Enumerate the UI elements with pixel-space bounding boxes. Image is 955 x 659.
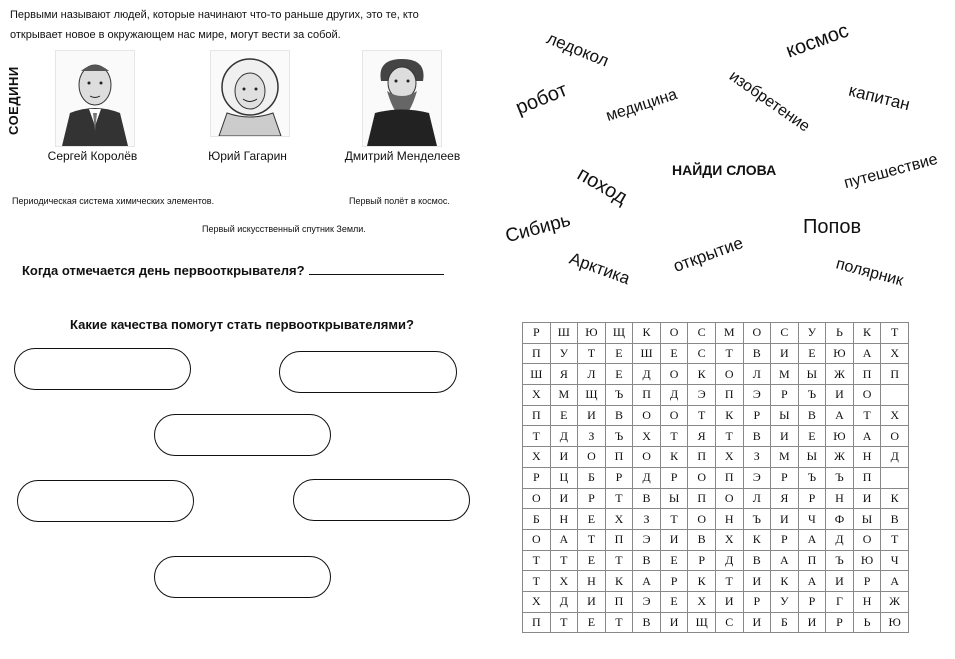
grid-cell[interactable]: А <box>853 343 881 364</box>
grid-cell[interactable]: Х <box>523 447 551 468</box>
grid-cell[interactable]: Э <box>743 467 771 488</box>
grid-row <box>523 405 909 426</box>
grid-cell[interactable]: О <box>660 364 688 385</box>
astronaut-icon <box>211 51 289 136</box>
grid-cell[interactable]: Щ <box>605 323 633 344</box>
grid-cell[interactable]: А <box>550 529 578 550</box>
grid-cell[interactable]: Е <box>798 343 826 364</box>
answer-pill-4[interactable] <box>17 480 194 522</box>
grid-cell[interactable]: Т <box>523 426 551 447</box>
answer-pill-2[interactable] <box>279 351 457 393</box>
grid-cell[interactable]: Т <box>660 426 688 447</box>
find-words-title: НАЙДИ СЛОВА <box>672 162 777 178</box>
grid-cell[interactable]: Т <box>715 426 743 447</box>
grid-cell[interactable]: Ю <box>826 343 854 364</box>
grid-cell[interactable]: Р <box>688 550 716 571</box>
grid-cell[interactable]: Н <box>853 591 881 612</box>
grid-cell[interactable]: Ы <box>798 447 826 468</box>
grid-cell[interactable]: Р <box>578 488 606 509</box>
grid-cell[interactable]: В <box>633 488 661 509</box>
grid-cell[interactable]: Е <box>660 591 688 612</box>
grid-cell[interactable]: П <box>715 467 743 488</box>
grid-cell[interactable]: Е <box>578 612 606 633</box>
grid-cell[interactable]: Т <box>660 509 688 530</box>
grid-cell[interactable]: В <box>798 405 826 426</box>
grid-cell[interactable]: В <box>743 343 771 364</box>
grid-cell[interactable]: Т <box>605 550 633 571</box>
question-qualities: Какие качества помогут стать первооткрывателями? <box>70 317 414 332</box>
grid-cell[interactable]: Х <box>881 405 909 426</box>
grid-cell[interactable]: Е <box>798 426 826 447</box>
grid-cell[interactable]: Т <box>881 323 909 344</box>
grid-cell[interactable]: Е <box>660 550 688 571</box>
grid-cell[interactable]: А <box>798 571 826 592</box>
answer-pill-6[interactable] <box>154 556 331 598</box>
grid-cell[interactable]: П <box>853 364 881 385</box>
grid-cell[interactable]: Т <box>605 488 633 509</box>
answer-pill-5[interactable] <box>293 479 470 521</box>
grid-cell[interactable]: Х <box>523 385 551 406</box>
grid-cell[interactable]: Х <box>715 529 743 550</box>
grid-cell[interactable]: Х <box>605 509 633 530</box>
grid-cell[interactable]: О <box>881 426 909 447</box>
grid-cell[interactable]: У <box>798 323 826 344</box>
grid-cell[interactable]: П <box>523 405 551 426</box>
grid-cell[interactable]: Р <box>743 405 771 426</box>
grid-cell[interactable]: Т <box>523 550 551 571</box>
grid-cell[interactable]: Р <box>660 571 688 592</box>
grid-cell[interactable]: Е <box>605 343 633 364</box>
grid-cell[interactable]: Ю <box>853 550 881 571</box>
grid-cell[interactable]: В <box>633 612 661 633</box>
intro-text: Первыми называют людей, которые начинают что-то раньше других, это те, кто открывает новое в окружающем нас мире, могут вести за собой. <box>10 9 419 41</box>
grid-cell[interactable]: И <box>550 447 578 468</box>
grid-row <box>523 426 909 447</box>
word-hike: поход <box>573 163 632 210</box>
grid-cell[interactable]: К <box>743 529 771 550</box>
grid-cell[interactable]: И <box>715 591 743 612</box>
grid-cell[interactable]: Т <box>523 571 551 592</box>
grid-cell[interactable]: Е <box>550 405 578 426</box>
grid-cell[interactable]: К <box>605 571 633 592</box>
grid-cell[interactable]: П <box>523 343 551 364</box>
grid-cell[interactable]: П <box>688 447 716 468</box>
grid-cell[interactable]: Ъ <box>826 467 854 488</box>
grid-cell[interactable]: К <box>771 571 799 592</box>
grid-cell[interactable]: Х <box>633 426 661 447</box>
grid-cell[interactable]: И <box>771 426 799 447</box>
grid-cell[interactable]: Р <box>798 488 826 509</box>
grid-row <box>523 612 909 633</box>
grid-cell[interactable]: З <box>633 509 661 530</box>
grid-cell[interactable]: Л <box>743 364 771 385</box>
connect-label: СОЕДИНИ <box>6 66 21 135</box>
grid-cell[interactable]: Я <box>688 426 716 447</box>
grid-cell[interactable]: Ш <box>550 323 578 344</box>
grid-cell[interactable]: М <box>771 447 799 468</box>
bearded-man-icon <box>363 51 441 146</box>
grid-cell[interactable]: Д <box>826 529 854 550</box>
grid-cell[interactable]: Г <box>826 591 854 612</box>
word-robot: робот <box>512 78 571 120</box>
grid-cell[interactable]: И <box>771 509 799 530</box>
grid-cell[interactable]: Н <box>715 509 743 530</box>
grid-cell[interactable]: Ъ <box>798 467 826 488</box>
person-name-gagarin: Юрий Гагарин <box>208 149 287 163</box>
grid-cell[interactable]: И <box>826 385 854 406</box>
grid-cell[interactable]: Э <box>688 385 716 406</box>
grid-cell[interactable]: В <box>881 509 909 530</box>
grid-cell[interactable]: Т <box>578 529 606 550</box>
grid-cell[interactable]: Ь <box>826 323 854 344</box>
grid-cell[interactable]: Я <box>771 488 799 509</box>
grid-cell[interactable]: П <box>881 364 909 385</box>
grid-cell[interactable] <box>881 467 909 488</box>
grid-cell[interactable]: Р <box>523 467 551 488</box>
grid-cell[interactable]: Р <box>771 467 799 488</box>
grid-cell[interactable]: Щ <box>578 385 606 406</box>
grid-cell[interactable]: И <box>771 343 799 364</box>
grid-cell[interactable]: О <box>578 447 606 468</box>
grid-cell[interactable]: Н <box>826 488 854 509</box>
grid-cell[interactable]: П <box>633 385 661 406</box>
grid-cell[interactable]: В <box>743 550 771 571</box>
grid-cell[interactable]: Т <box>881 529 909 550</box>
grid-cell[interactable]: Ы <box>798 364 826 385</box>
grid-cell[interactable]: П <box>715 385 743 406</box>
grid-cell[interactable]: А <box>826 405 854 426</box>
grid-cell[interactable]: Ж <box>826 447 854 468</box>
grid-cell[interactable]: Р <box>605 467 633 488</box>
grid-cell[interactable]: П <box>523 612 551 633</box>
grid-cell[interactable]: Х <box>550 571 578 592</box>
grid-cell[interactable]: Ц <box>550 467 578 488</box>
word-siberia: Сибирь <box>503 209 573 248</box>
grid-cell[interactable]: Р <box>660 467 688 488</box>
grid-cell[interactable]: А <box>853 426 881 447</box>
grid-row <box>523 529 909 550</box>
grid-cell[interactable]: О <box>523 529 551 550</box>
grid-cell[interactable]: Ы <box>771 405 799 426</box>
grid-cell[interactable]: И <box>578 405 606 426</box>
grid-cell[interactable]: Р <box>771 385 799 406</box>
grid-cell[interactable]: Ш <box>523 364 551 385</box>
grid-cell[interactable]: О <box>743 323 771 344</box>
grid-cell[interactable]: Д <box>660 385 688 406</box>
person-name-mendeleev: Дмитрий Менделеев <box>344 149 461 163</box>
grid-cell[interactable]: П <box>605 529 633 550</box>
question-day <box>22 262 444 278</box>
grid-cell[interactable]: Ъ <box>826 550 854 571</box>
grid-cell[interactable]: Ж <box>826 364 854 385</box>
grid-cell[interactable]: Э <box>743 385 771 406</box>
grid-cell[interactable]: О <box>523 488 551 509</box>
grid-cell[interactable]: Х <box>715 447 743 468</box>
grid-cell[interactable]: М <box>771 364 799 385</box>
grid-cell[interactable]: А <box>771 550 799 571</box>
grid-row <box>523 550 909 571</box>
grid-row <box>523 467 909 488</box>
grid-cell[interactable]: Ч <box>798 509 826 530</box>
grid-cell[interactable]: Т <box>605 612 633 633</box>
grid-cell[interactable]: Ъ <box>798 385 826 406</box>
word-captain: капитан <box>846 80 912 115</box>
grid-cell[interactable]: Щ <box>688 612 716 633</box>
word-medicine: медицина <box>604 86 680 125</box>
grid-cell[interactable]: О <box>660 405 688 426</box>
grid-cell[interactable]: Х <box>881 343 909 364</box>
grid-cell[interactable]: О <box>688 467 716 488</box>
grid-cell[interactable]: О <box>660 323 688 344</box>
grid-cell[interactable]: Т <box>853 405 881 426</box>
grid-cell[interactable]: А <box>881 571 909 592</box>
person-icon <box>56 51 134 146</box>
fact-periodic-table: Периодическая система химических элементов. <box>12 196 215 206</box>
grid-cell[interactable]: Т <box>715 343 743 364</box>
person-name-korolev: Сергей Королёв <box>47 149 138 163</box>
grid-cell[interactable]: П <box>688 488 716 509</box>
grid-cell[interactable]: Х <box>523 591 551 612</box>
grid-cell[interactable]: В <box>743 426 771 447</box>
grid-cell[interactable]: Т <box>578 343 606 364</box>
grid-cell[interactable]: К <box>660 447 688 468</box>
fact-first-satellite: Первый искусственный спутник Земли. <box>202 224 366 234</box>
grid-cell[interactable]: Э <box>633 591 661 612</box>
grid-row <box>523 488 909 509</box>
grid-cell[interactable]: Р <box>743 591 771 612</box>
grid-cell[interactable]: О <box>715 488 743 509</box>
word-icebreaker: ледокол <box>543 28 612 71</box>
grid-cell[interactable]: Л <box>743 488 771 509</box>
grid-cell[interactable]: Л <box>578 364 606 385</box>
grid-cell[interactable]: Д <box>550 591 578 612</box>
word-search-grid <box>522 322 909 633</box>
grid-cell[interactable]: Н <box>550 509 578 530</box>
word-journey: путешествие <box>842 150 940 193</box>
grid-cell[interactable]: Ч <box>881 550 909 571</box>
grid-cell[interactable]: Ъ <box>605 426 633 447</box>
grid-cell[interactable]: Ю <box>881 612 909 633</box>
grid-cell[interactable] <box>881 385 909 406</box>
grid-cell[interactable]: Д <box>550 426 578 447</box>
grid-cell[interactable]: К <box>881 488 909 509</box>
grid-cell[interactable]: Ы <box>853 509 881 530</box>
grid-row <box>523 447 909 468</box>
grid-cell[interactable]: Р <box>771 529 799 550</box>
word-polar-explorer: полярник <box>834 255 906 290</box>
grid-cell[interactable]: С <box>688 343 716 364</box>
grid-cell[interactable]: Д <box>633 467 661 488</box>
grid-cell[interactable]: Е <box>578 550 606 571</box>
grid-cell[interactable]: У <box>550 343 578 364</box>
grid-cell[interactable]: Е <box>660 343 688 364</box>
grid-cell[interactable]: Н <box>578 571 606 592</box>
grid-row <box>523 591 909 612</box>
grid-cell[interactable]: Р <box>853 571 881 592</box>
grid-cell[interactable]: И <box>660 529 688 550</box>
grid-cell[interactable]: Ъ <box>743 509 771 530</box>
grid-cell[interactable]: Е <box>605 364 633 385</box>
grid-cell[interactable]: О <box>633 405 661 426</box>
grid-cell[interactable]: З <box>578 426 606 447</box>
grid-row <box>523 343 909 364</box>
grid-cell[interactable]: О <box>633 447 661 468</box>
grid-cell[interactable]: С <box>715 612 743 633</box>
grid-row <box>523 571 909 592</box>
grid-cell[interactable]: Ю <box>578 323 606 344</box>
grid-cell[interactable]: К <box>853 323 881 344</box>
grid-cell[interactable]: Р <box>798 591 826 612</box>
grid-cell[interactable]: М <box>550 385 578 406</box>
word-cosmos: космос <box>783 19 852 63</box>
grid-cell[interactable]: Б <box>771 612 799 633</box>
grid-cell[interactable]: Ф <box>826 509 854 530</box>
grid-row <box>523 323 909 344</box>
grid-cell[interactable]: Б <box>578 467 606 488</box>
grid-cell[interactable]: К <box>688 364 716 385</box>
grid-cell[interactable]: С <box>771 323 799 344</box>
grid-cell[interactable]: Ь <box>853 612 881 633</box>
grid-cell[interactable]: А <box>798 529 826 550</box>
grid-cell[interactable]: Я <box>550 364 578 385</box>
grid-row <box>523 364 909 385</box>
grid-row <box>523 385 909 406</box>
grid-cell[interactable]: Ж <box>881 591 909 612</box>
answer-pill-3[interactable] <box>154 414 331 456</box>
grid-cell[interactable]: Ъ <box>605 385 633 406</box>
grid-cell[interactable]: П <box>605 447 633 468</box>
grid-cell[interactable]: А <box>633 571 661 592</box>
grid-cell[interactable]: Т <box>550 550 578 571</box>
grid-cell[interactable]: Ш <box>633 343 661 364</box>
grid-cell[interactable]: П <box>853 467 881 488</box>
grid-cell[interactable]: С <box>688 323 716 344</box>
grid-cell[interactable]: Т <box>550 612 578 633</box>
fact-first-flight: Первый полёт в космос. <box>349 196 450 206</box>
grid-cell[interactable]: К <box>688 571 716 592</box>
grid-cell[interactable]: Д <box>881 447 909 468</box>
grid-cell[interactable]: И <box>660 612 688 633</box>
grid-cell[interactable]: Д <box>715 550 743 571</box>
portrait-mendeleev <box>362 50 442 147</box>
grid-cell[interactable]: И <box>743 612 771 633</box>
grid-cell[interactable]: О <box>853 529 881 550</box>
answer-line[interactable] <box>309 262 444 275</box>
portrait-gagarin <box>210 50 290 137</box>
grid-cell[interactable]: К <box>715 405 743 426</box>
grid-cell[interactable]: Е <box>578 509 606 530</box>
grid-cell[interactable]: В <box>605 405 633 426</box>
grid-cell[interactable]: П <box>798 550 826 571</box>
grid-cell[interactable]: О <box>715 364 743 385</box>
grid-cell[interactable]: Б <box>523 509 551 530</box>
grid-cell[interactable]: О <box>853 385 881 406</box>
grid-cell[interactable]: М <box>715 323 743 344</box>
grid-cell[interactable]: В <box>688 529 716 550</box>
grid-cell[interactable]: К <box>633 323 661 344</box>
grid-cell[interactable]: Р <box>826 612 854 633</box>
grid-cell[interactable]: Х <box>688 591 716 612</box>
grid-cell[interactable]: Ю <box>826 426 854 447</box>
grid-cell[interactable]: Э <box>633 529 661 550</box>
grid-cell[interactable]: Т <box>715 571 743 592</box>
grid-cell[interactable]: О <box>688 509 716 530</box>
word-popov: Попов <box>803 216 862 238</box>
word-discovery: открытие <box>670 233 746 276</box>
grid-cell[interactable]: З <box>743 447 771 468</box>
word-invention: изобретение <box>725 67 813 136</box>
grid-cell[interactable]: Р <box>523 323 551 344</box>
grid-cell[interactable]: И <box>798 612 826 633</box>
grid-row <box>523 509 909 530</box>
answer-pill-1[interactable] <box>14 348 191 390</box>
portrait-korolev <box>55 50 135 147</box>
word-arctic: Арктика <box>566 248 633 289</box>
grid-cell[interactable]: И <box>578 591 606 612</box>
grid-cell[interactable]: И <box>826 571 854 592</box>
grid-cell[interactable]: Д <box>633 364 661 385</box>
grid-cell[interactable]: Н <box>853 447 881 468</box>
grid-cell[interactable]: В <box>633 550 661 571</box>
question-day-text: Когда отмечается день первооткрывателя? <box>22 263 305 278</box>
grid-cell[interactable]: Т <box>688 405 716 426</box>
grid-cell[interactable]: И <box>853 488 881 509</box>
grid-cell[interactable]: П <box>605 591 633 612</box>
grid-cell[interactable]: И <box>743 571 771 592</box>
grid-cell[interactable]: И <box>550 488 578 509</box>
grid-cell[interactable]: У <box>771 591 799 612</box>
grid-cell[interactable]: Ы <box>660 488 688 509</box>
